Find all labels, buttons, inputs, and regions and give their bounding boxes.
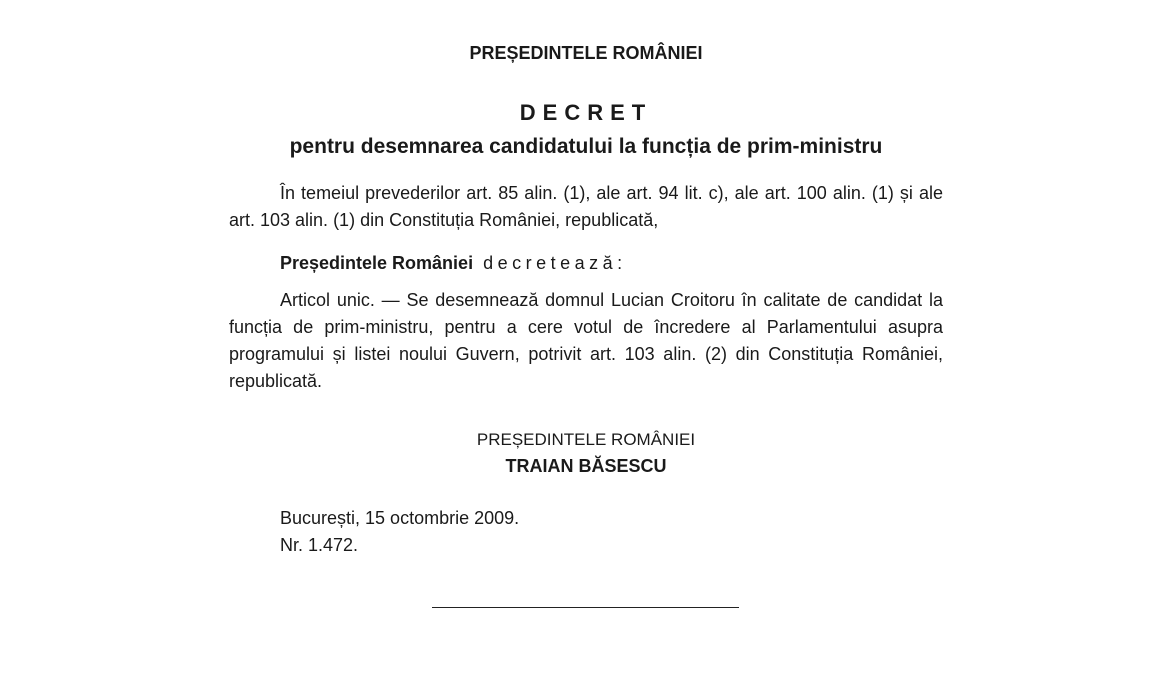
place-date: București, 15 octombrie 2009. — [280, 508, 520, 528]
signature-block — [0, 426, 1157, 480]
decree-colon: : — [617, 253, 623, 273]
decree-line — [229, 250, 943, 277]
decree-verb: decretează — [483, 253, 618, 273]
closing-rule — [432, 607, 739, 608]
article-paragraph: Articol unic. — Se desemnează domnul Lucian Croitoru în calitate de candidat la funcția de prim-ministru, pentru a cere votul de încredere al Parlamentului asupra programului și listei noului Guvern, potrivit art. 103 alin. (2) din Constituția României, republicată. — [229, 290, 943, 391]
signature-name: TRAIAN BĂSESCU — [505, 456, 667, 476]
decree-subtitle: pentru desemnarea candidatului la funcția de prim-ministru — [289, 135, 883, 158]
preamble-paragraph: În temeiul prevederilor art. 85 alin. (1), ale art. 94 lit. c), ale art. 100 alin. (1) și ale art. 103 alin. (1) din Constituția României, republicată, — [229, 183, 943, 230]
date-block — [280, 505, 519, 559]
signature-office: PREȘEDINTELE ROMÂNIEI — [476, 430, 696, 449]
issuer-heading: PREȘEDINTELE ROMÂNIEI — [469, 43, 703, 63]
decree-subject: Președintele României — [280, 253, 474, 273]
decree-number: Nr. 1.472. — [280, 535, 359, 555]
decree-title: DECRET — [519, 100, 653, 125]
